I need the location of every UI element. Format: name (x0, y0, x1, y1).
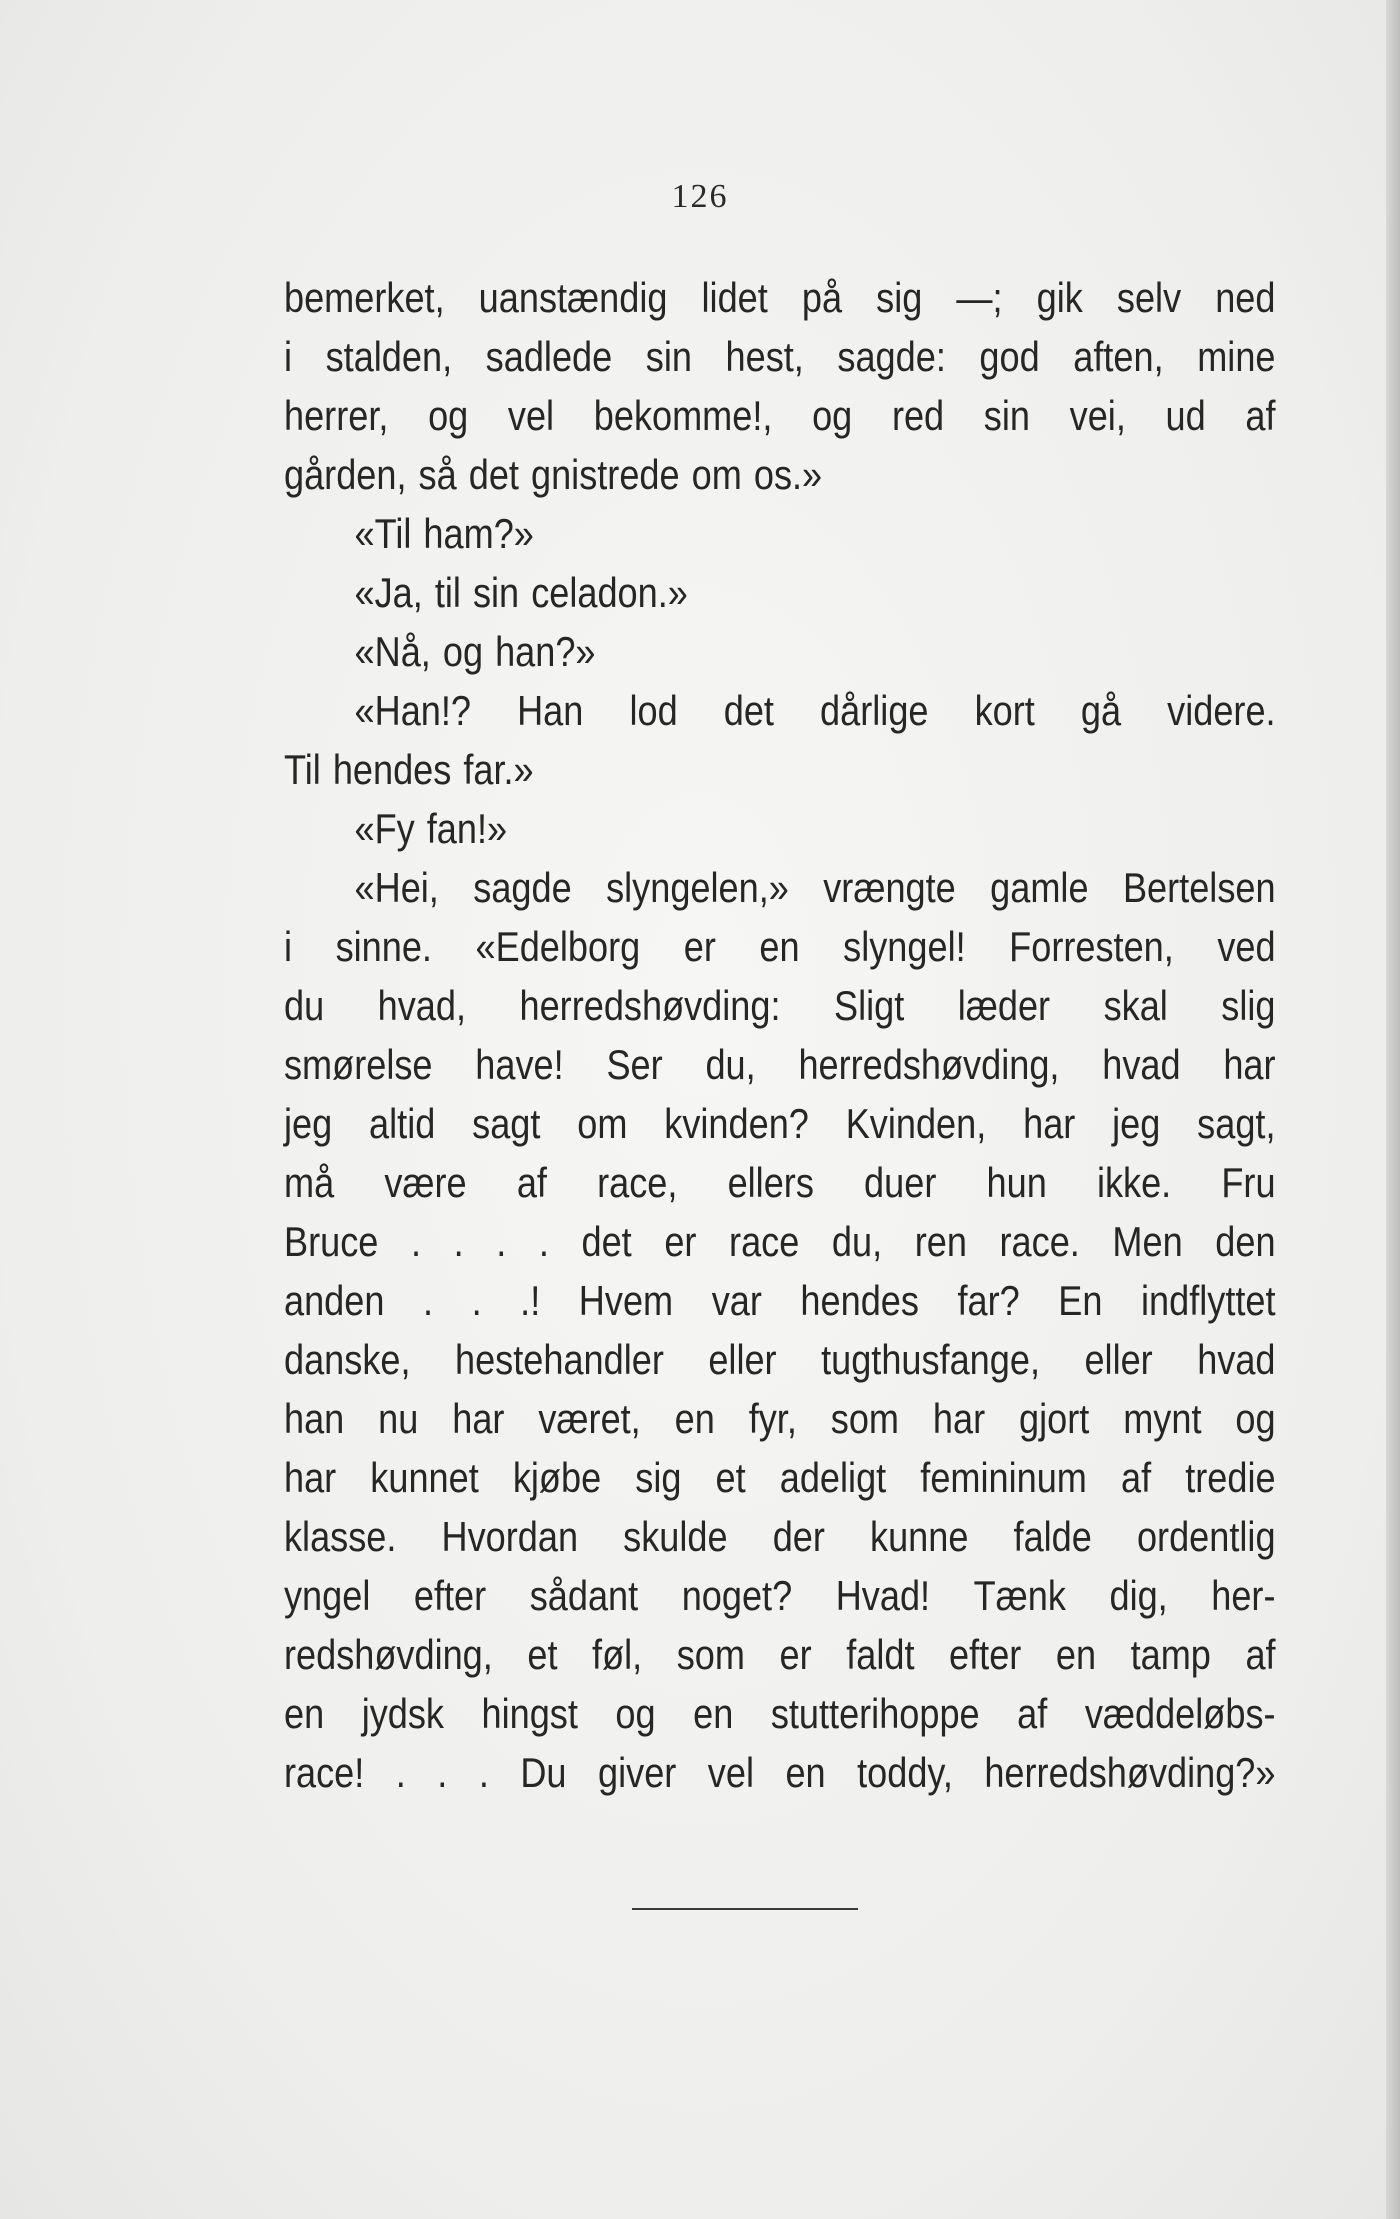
page-number: 126 (671, 178, 729, 215)
text-line: «Nå, og han?» (354, 628, 596, 675)
text-line: du hvad, herredshøvding: Sligt læder skal slig (284, 982, 1276, 1029)
text-line: han nu har været, en fyr, som har gjort mynt og (284, 1395, 1276, 1442)
text-line: en jydsk hingst og en stutterihoppe af væddeløbs- (284, 1690, 1276, 1737)
text-line: Til hendes far.» (284, 746, 534, 793)
text-line: har kunnet kjøbe sig et adeligt femininum af tredie (284, 1454, 1276, 1501)
text-line: herrer, og vel bekomme!, og red sin vei, ud af (284, 392, 1276, 439)
text-line: klasse. Hvordan skulde der kunne falde ordentlig (284, 1513, 1276, 1560)
text-line: danske, hestehandler eller tugthusfange, eller hvad (284, 1336, 1276, 1383)
text-line: «Til ham?» (354, 510, 534, 557)
text-line: gården, så det gnistrede om os.» (284, 451, 823, 498)
text-line: «Han!? Han lod det dårlige kort gå videre. (354, 687, 1276, 734)
text-line: smørelse have! Ser du, herredshøvding, hvad har (284, 1041, 1276, 1088)
text-line: yngel efter sådant noget? Hvad! Tænk dig, her- (284, 1572, 1276, 1619)
text-line: «Fy fan!» (354, 805, 508, 852)
text-line: må være af race, ellers duer hun ikke. Fru (284, 1159, 1276, 1206)
page-edge-shadow (1386, 0, 1400, 2219)
text-line: Bruce . . . . det er race du, ren race. Men den (284, 1218, 1276, 1265)
text-line: «Ja, til sin celadon.» (354, 569, 688, 616)
body-text (284, 268, 1276, 1802)
text-line: anden . . .! Hvem var hendes far? En indflyttet (284, 1277, 1276, 1324)
text-line: i sinne. «Edelborg er en slyngel! Forresten, ved (284, 923, 1276, 970)
text-line: jeg altid sagt om kvinden? Kvinden, har jeg sagt, (284, 1100, 1276, 1147)
text-line: race! . . . Du giver vel en toddy, herredshøvding?» (284, 1749, 1276, 1796)
text-line: i stalden, sadlede sin hest, sagde: god aften, mine (284, 333, 1276, 380)
text-line: bemerket, uanstændig lidet på sig —; gik selv ned (284, 274, 1276, 321)
section-end-rule (632, 1908, 858, 1910)
text-line: «Hei, sagde slyngelen,» vrængte gamle Bertelsen (354, 864, 1276, 911)
text-line: redshøvding, et føl, som er faldt efter en tamp af (284, 1631, 1276, 1678)
